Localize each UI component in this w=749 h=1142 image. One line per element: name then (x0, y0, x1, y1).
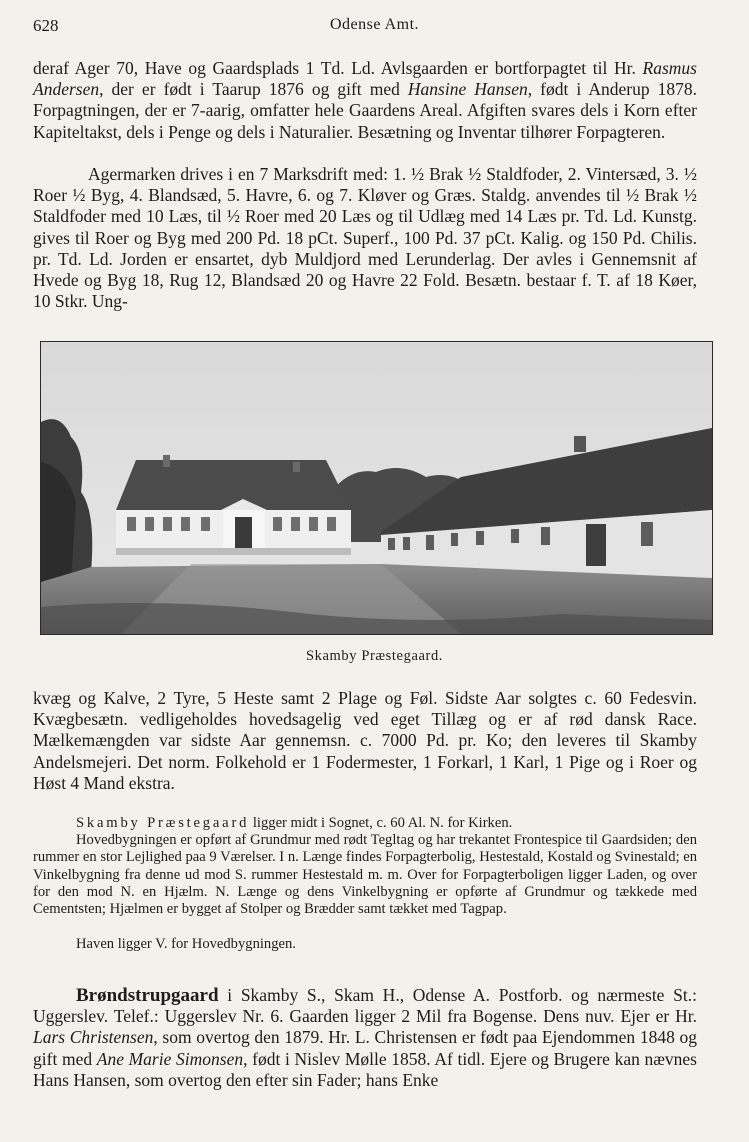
person-name: Ane Marie Simonsen (96, 1048, 244, 1069)
text-run: , som overtog den 1879. Hr. L. Christensen er født paa Ejendommen 1848 og gift med (33, 1027, 697, 1069)
page-number: 628 (33, 16, 59, 35)
photo-caption: Skamby Præstegaard. (305, 648, 444, 664)
farm-photo-illustration (41, 342, 712, 634)
text-run: i Skamby S., Skam H., Odense A. Postforb. og nærmeste St.: Uggerslev. Telef.: Uggerslev Nr. 6. Gaarden ligger 2 Mil fra Bogense. Dens nuv. Ejer er Hr. (33, 985, 697, 1027)
farm-name-spaced: Skamby Præstegaard (76, 815, 250, 831)
text-run: , der er født i Taarup 1876 og gift med (99, 79, 408, 100)
paragraph-garden: Haven ligger V. for Hovedbygningen. (76, 936, 296, 952)
text-run: , født i Nislev Mølle 1858. Af tidl. Ejere og Brugere kan nævnes Hans Hansen, som overtog den efter sin Fader; hans Enke (33, 1048, 697, 1090)
text-run: deraf Ager 70, Have og Gaardsplads 1 Td. Ld. Avlsgaarden er bortforpagtet til Hr. (33, 58, 643, 78)
paragraph-lease (33, 58, 697, 143)
photo-skamby-praestegaard (40, 341, 713, 635)
person-name: Lars Christensen (33, 1027, 154, 1048)
paragraph-location (33, 815, 697, 832)
paragraph-fields: Agermarken drives i en 7 Marksdrift med: 1. ½ Brak ½ Staldfoder, 2. Vintersæd, 3. ½ Roer ½ Byg, 4. Blandsæd, 5. Havre, 6. og 7. Kløver og Græs. Staldg. anvendes til ½ Brak ½ Staldfoder med 10 Læs, til ½ Roer med 20 Læs og til Udlæg med 14 Læs pr. Td. Ld. Kunstg. gives til Roer og Byg med 200 Pd. 18 pCt. Superf., 100 Pd. 37 pCt. Kalig. og 150 Pd. Chilis. pr. Td. Ld. Jorden er ensartet, dyb Muldjord med Lerunderlag. Der avles i Gennemsnit af Hvede og Byg 18, Rug 12, Blandsæd 20 og Havre 22 Fold. Besætn. bestaar f. T. af 18 Køer, 10 Stkr. Ung- (33, 164, 697, 312)
running-head: Odense Amt. (329, 16, 420, 33)
paragraph-brondstrupgaard (33, 985, 697, 1091)
text-run: , født i Anderup 1878. Forpagtningen, der er 7-aarig, omfatter hele Gaardens Areal. Afgiften svares dels i Korn efter Kapiteltakst, dels i Penge og dels i Naturalier. Besætning og Inventar tilhører Forpagteren. (33, 79, 697, 142)
person-name: Hansine Hansen (407, 79, 528, 100)
farm-title: Brøndstrupgaard (76, 985, 219, 1006)
person-name: Rasmus Andersen (33, 58, 697, 100)
paragraph-livestock: kvæg og Kalve, 2 Tyre, 5 Heste samt 2 Plage og Føl. Sidste Aar solgtes c. 60 Fedesvin. Kvægbesætn. vedligeholdes hovedsagelig ved eget Tillæg og er af rød dansk Race. Mælkemængden var sidste Aar gennemsn. c. 7000 Pd. pr. Ko; den leveres til Skamby Andelsmejeri. Det norm. Folkehold er 1 Fodermester, 1 Forkarl, 1 Karl, 1 Pige og i Roer og Høst 4 Mand ekstra. (33, 688, 697, 793)
paragraph-buildings: Hovedbygningen er opført af Grundmur med rødt Tegltag og har trekantet Frontespice til Gaardsiden; den rummer en stor Lejlighed paa 9 Værelser. I n. Længe findes Forpagterbolig, Hestestald, Kostald og Svinestald; en Vinkelbygning fra denne ud mod S. rummer Hestestald m. m. Over for Forpagterboligen ligger Laden, og over for den mod N. en Hjælm. N. Længe og dens Vinkelbygning er opførte af Grundmur og tækkede med Cementsten; Hjælmen er bygget af Stolper og Brædder samt tækket med Tagpap. (33, 832, 697, 918)
text-run: ligger midt i Sognet, c. 60 Al. N. for Kirken. (249, 815, 513, 831)
